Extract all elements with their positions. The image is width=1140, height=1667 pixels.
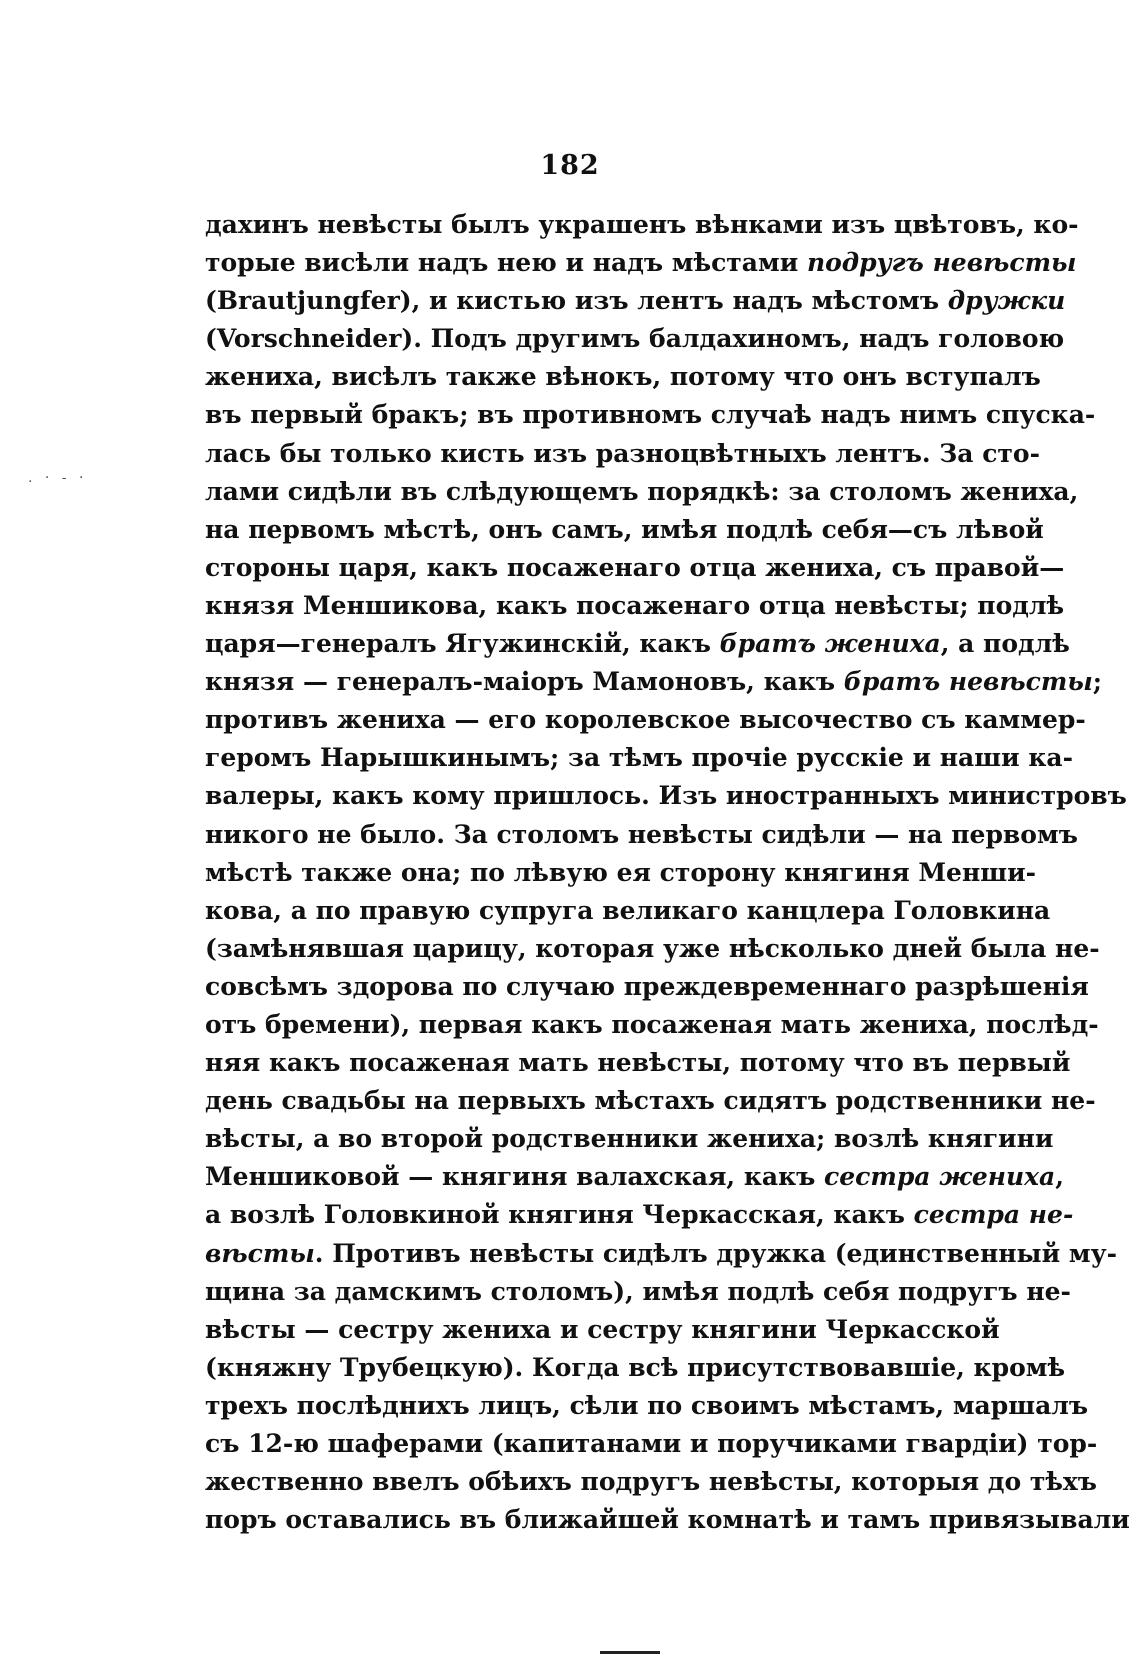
italic-segment: сестра жениха — [824, 1162, 1056, 1192]
text-segment: (Brautjungfer), и кистью изъ лентъ надъ мѣстомъ — [205, 286, 948, 316]
text-segment: а возлѣ Головкиной княгиня Черкасская, какъ — [205, 1200, 914, 1230]
text-line — [205, 549, 1065, 587]
text-line — [205, 701, 1086, 739]
text-segment: валеры, какъ кому пришлось. Изъ иностранныхъ министровъ — [205, 781, 1127, 811]
text-line — [205, 1463, 1097, 1501]
text-line — [205, 739, 1073, 777]
text-line — [205, 1501, 1130, 1539]
italic-segment: дружки — [947, 286, 1066, 316]
text-line — [205, 1082, 1096, 1120]
text-segment: никого не было. За столомъ невѣсты сидѣли — на первомъ — [205, 819, 1078, 849]
text-line — [205, 1273, 1071, 1311]
text-segment: въ первый бракъ; въ противномъ случаѣ надъ нимъ спуска- — [205, 400, 1096, 430]
text-segment: отъ бремени), первая какъ посаженая мать жениха, послѣд- — [205, 1009, 1099, 1039]
text-line — [205, 320, 1065, 358]
text-segment: , а подлѣ — [940, 629, 1070, 659]
text-line — [205, 587, 1065, 625]
text-segment: князя — генералъ-маіоръ Мамоновъ, какъ — [205, 667, 844, 697]
italic-segment: братъ невѣсты — [843, 667, 1093, 697]
text-line — [205, 1006, 1099, 1044]
text-line — [205, 1158, 1064, 1196]
text-segment: царя—генералъ Ягужинскій, какъ — [205, 629, 720, 659]
italic-segment: подругъ невѣсты — [806, 248, 1077, 278]
text-line — [205, 396, 1096, 434]
text-segment: поръ оставались въ ближайшей комнатѣ и тамъ привязывали — [205, 1505, 1130, 1535]
text-line — [205, 816, 1078, 854]
text-segment: Меншиковой — княгиня валахская, какъ — [205, 1162, 825, 1192]
text-segment: (княжну Трубецкую). Когда всѣ присутствовавшіе, кромѣ — [205, 1352, 1066, 1382]
text-segment: съ 12-ю шаферами (капитанами и поручиками гвардіи) тор- — [205, 1429, 1098, 1458]
margin-marks: . · - · — [28, 470, 88, 486]
text-line — [205, 930, 1100, 968]
text-segment: вѣсты, а во второй родственники жениха; возлѣ княгини — [205, 1124, 1054, 1154]
text-segment: торые висѣли надъ нею и надъ мѣстами — [205, 248, 807, 278]
text-line — [205, 854, 1037, 892]
text-segment: (Vorschneider). Подъ другимъ балдахиномъ, надъ головою — [205, 324, 1065, 354]
text-line — [205, 1425, 1098, 1463]
text-segment: на первомъ мѣстѣ, онъ самъ, имѣя подлѣ себя—съ лѣвой — [205, 514, 1044, 544]
text-segment: кова, а по правую супруга великаго канцлера Головкина — [205, 895, 1051, 925]
text-line — [205, 777, 1127, 815]
text-line — [205, 1311, 1000, 1349]
text-segment: жественно ввелъ обѣихъ подругъ невѣсты, которыя до тѣхъ — [205, 1467, 1097, 1497]
text-segment: трехъ послѣднихъ лицъ, сѣли по своимъ мѣстамъ, маршалъ — [205, 1390, 1089, 1420]
text-segment: князя Меншикова, какъ посаженаго отца невѣсты; подлѣ — [205, 590, 1065, 620]
text-line — [205, 244, 1077, 282]
text-line — [205, 358, 1041, 396]
text-segment: (замѣнявшая царицу, которая уже нѣсколько дней была не- — [205, 933, 1100, 963]
text-segment: стороны царя, какъ посаженаго отца жениха, съ правой— — [205, 552, 1065, 582]
text-line — [205, 511, 1044, 549]
text-line — [205, 1196, 1074, 1234]
footer-rule — [600, 1651, 660, 1654]
text-segment: лась бы только кисть изъ разноцвѣтныхъ лентъ. За сто- — [205, 438, 1040, 468]
text-segment: дахинъ невѣсты былъ украшенъ вѣнками изъ цвѣтовъ, ко- — [205, 210, 1079, 239]
text-segment: мѣстѣ также она; по лѣвую ея сторону княгиня Менши- — [205, 857, 1037, 887]
text-line — [205, 1235, 1117, 1273]
text-segment: няя какъ посаженая мать невѣсты, потому что въ первый — [205, 1048, 1071, 1078]
text-segment: геромъ Нарышкинымъ; за тѣмъ прочіе русскіе и наши ка- — [205, 743, 1073, 773]
text-segment: . Противъ невѣсты сидѣлъ дружка (единственный му- — [314, 1238, 1117, 1268]
text-line — [205, 206, 1079, 244]
italic-segment: вѣсты — [205, 1238, 315, 1268]
text-line — [205, 473, 1079, 511]
text-line — [205, 435, 1040, 473]
text-segment: лами сидѣли въ слѣдующемъ порядкѣ: за столомъ жениха, — [205, 476, 1079, 506]
text-segment: ; — [1092, 667, 1102, 697]
text-segment: , — [1055, 1162, 1064, 1192]
text-segment: щина за дамскимъ столомъ), имѣя подлѣ себя подругъ не- — [205, 1276, 1071, 1306]
text-line — [205, 1349, 1066, 1387]
text-line — [205, 1120, 1054, 1158]
page-number: 182 — [540, 150, 600, 181]
text-line — [205, 663, 1102, 701]
italic-segment: сестра не- — [913, 1200, 1074, 1230]
text-segment: вѣсты — сестру жениха и сестру княгини Черкасской — [205, 1314, 1000, 1344]
body-text — [205, 206, 1130, 1539]
text-segment: противъ жениха — его королевское высочество съ каммер- — [205, 705, 1086, 735]
text-line — [205, 892, 1051, 930]
text-line — [205, 968, 1089, 1006]
italic-segment: братъ жениха — [719, 629, 941, 659]
text-segment: совсѣмъ здорова по случаю преждевременнаго разрѣшенія — [205, 971, 1089, 1001]
text-line — [205, 1044, 1071, 1082]
text-line — [205, 625, 1070, 663]
text-segment: жениха, висѣлъ также вѣнокъ, потому что онъ вступалъ — [205, 362, 1041, 392]
text-line — [205, 282, 1066, 320]
text-segment: день свадьбы на первыхъ мѣстахъ сидятъ родственники не- — [205, 1086, 1096, 1116]
text-line — [205, 1387, 1089, 1425]
